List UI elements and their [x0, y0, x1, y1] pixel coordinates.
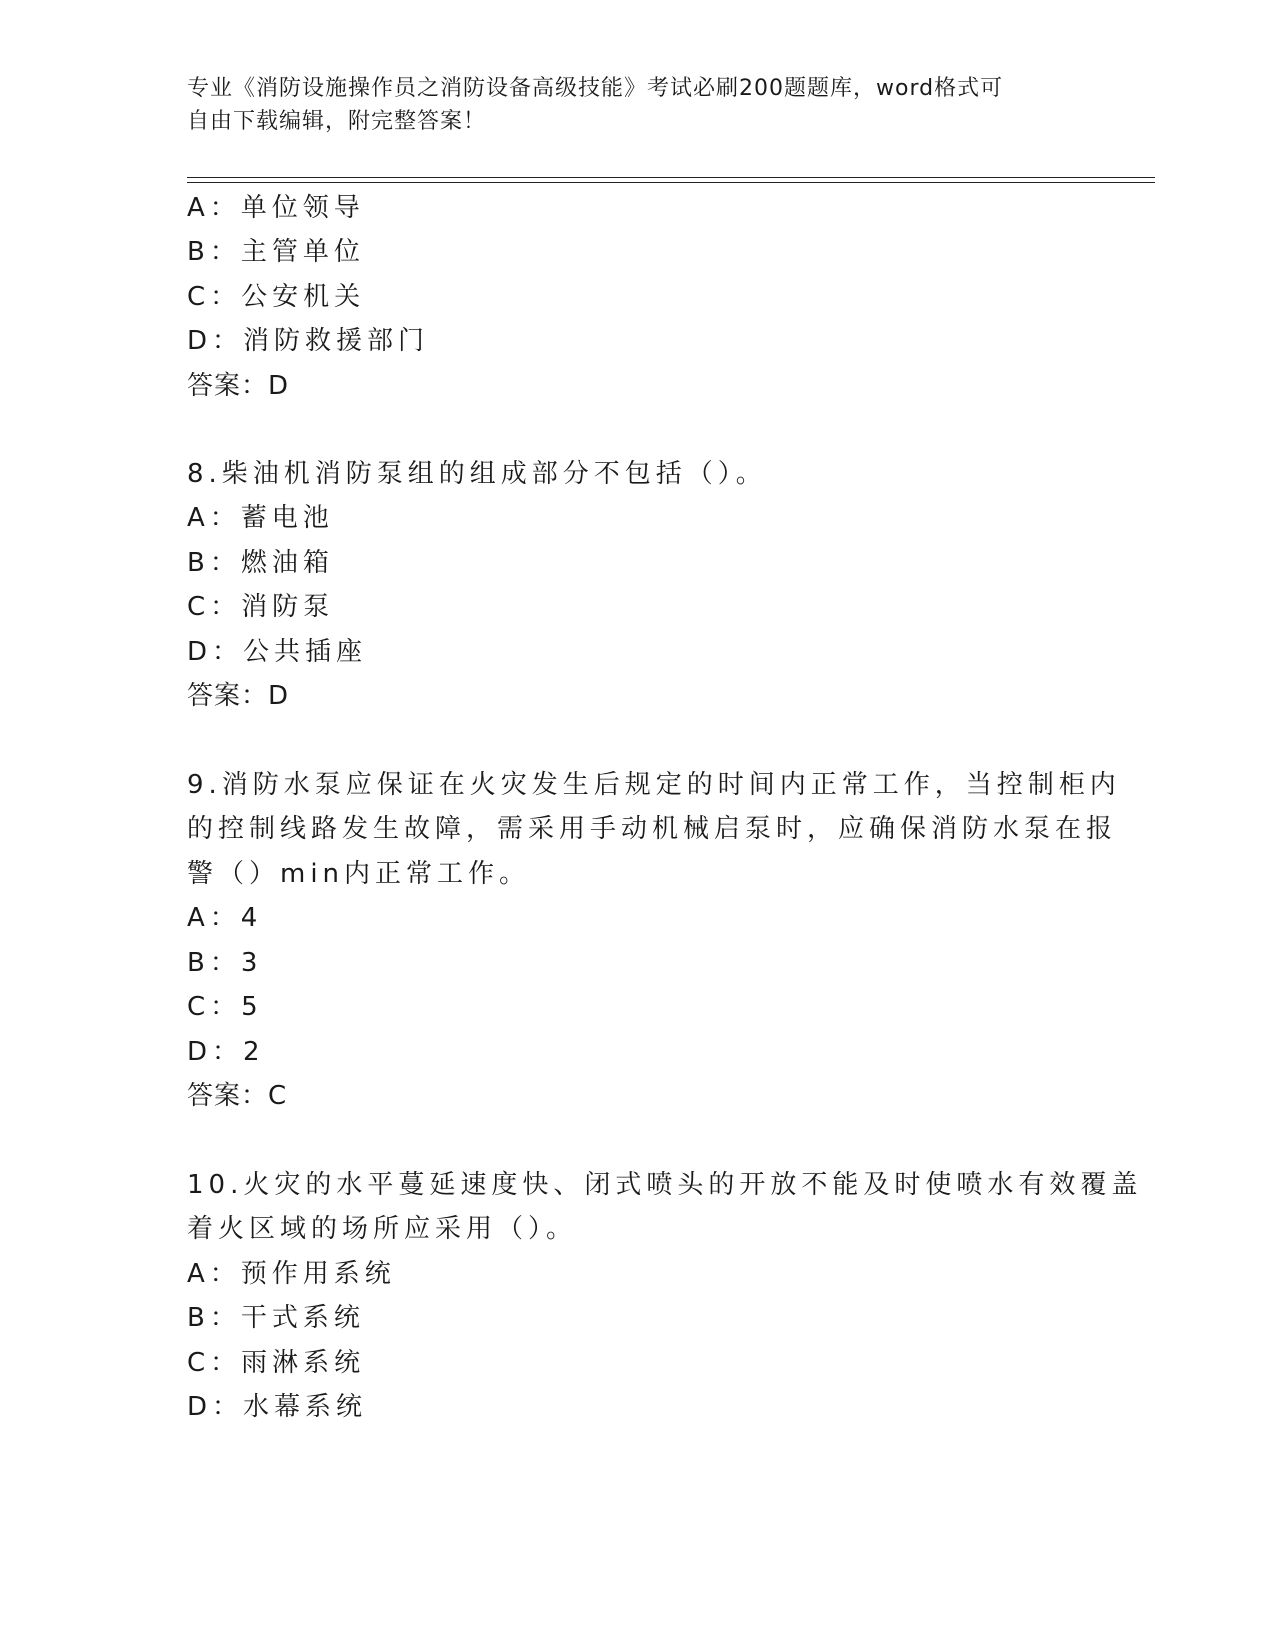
- q10-option-c: C：雨淋系统: [187, 1348, 366, 1378]
- q7-answer: 答案：D: [187, 371, 290, 401]
- q7-option-d: D：消防救援部门: [187, 326, 430, 356]
- q10-option-b: B：干式系统: [187, 1303, 365, 1333]
- q8-question: 8.柴油机消防泵组的组成部分不包括（）。: [187, 459, 767, 489]
- q9-question-line-3: 警（）min内正常工作。: [187, 859, 531, 889]
- q8-answer: 答案：D: [187, 681, 290, 711]
- q8-option-d: D：公共插座: [187, 637, 368, 667]
- q9-answer: 答案：C: [187, 1081, 288, 1111]
- q8-option-b: B：燃油箱: [187, 548, 334, 578]
- header-line-2: 自由下载编辑，附完整答案！: [187, 109, 487, 134]
- q8-option-c: C：消防泵: [187, 592, 335, 622]
- q9-question-line-2: 的控制线路发生故障，需采用手动机械启泵时，应确保消防水泵在报: [187, 814, 1118, 844]
- q10-question-line-2: 着火区域的场所应采用（）。: [187, 1214, 578, 1244]
- q10-option-a: A：预作用系统: [187, 1259, 396, 1289]
- q9-option-b: B：3: [187, 948, 263, 978]
- header-divider-top: [187, 177, 1155, 178]
- q10-option-d: D：水幕系统: [187, 1392, 368, 1422]
- q7-option-c: C：公安机关: [187, 282, 366, 312]
- q9-question-line-1: 9.消防水泵应保证在火灾发生后规定的时间内正常工作，当控制柜内: [187, 770, 1121, 800]
- q8-option-a: A：蓄电池: [187, 503, 334, 533]
- q7-option-b: B：主管单位: [187, 237, 365, 267]
- header-divider-bottom: [187, 182, 1155, 183]
- document-header: [187, 72, 1067, 138]
- q9-option-a: A：4: [187, 903, 263, 933]
- q9-option-c: C：5: [187, 992, 263, 1022]
- header-line-1: 专业《消防设施操作员之消防设备高级技能》考试必刷200题题库，word格式可: [187, 76, 1004, 101]
- q9-option-d: D：2: [187, 1037, 265, 1067]
- q10-question-line-1: 10.火灾的水平蔓延速度快、闭式喷头的开放不能及时使喷水有效覆盖: [187, 1170, 1143, 1200]
- q7-option-a: A：单位领导: [187, 193, 365, 223]
